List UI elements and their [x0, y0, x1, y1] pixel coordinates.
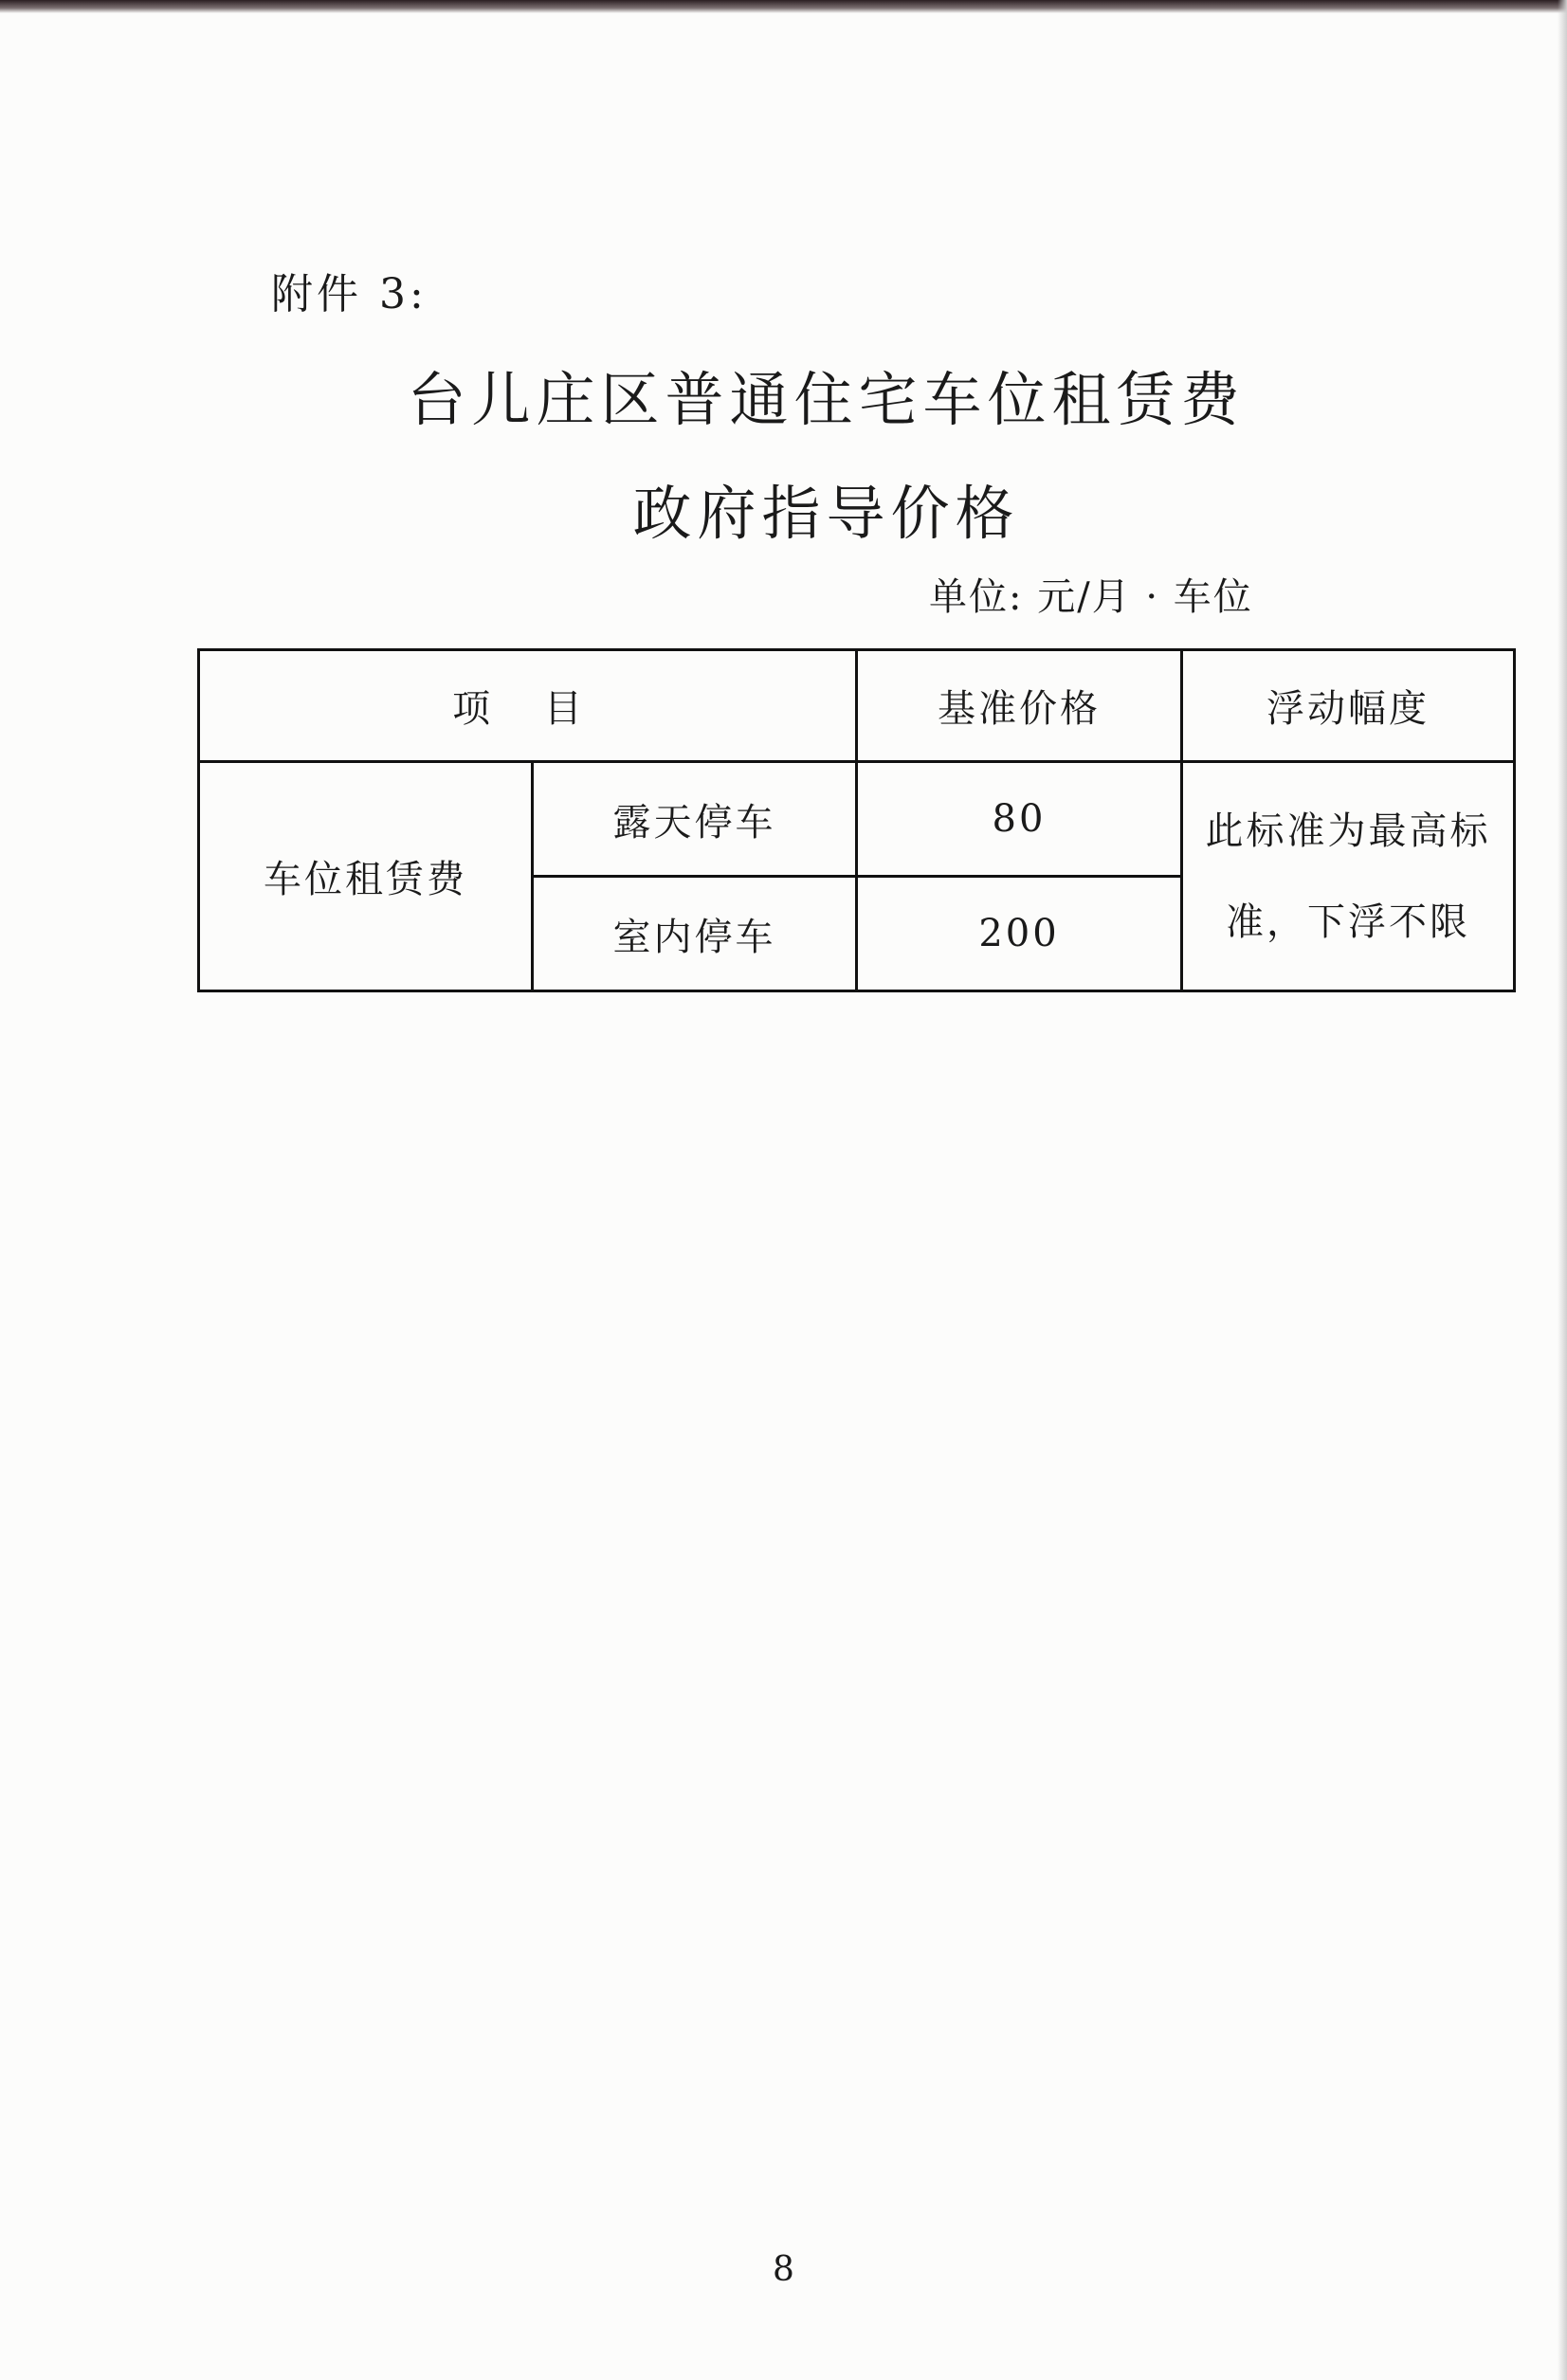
document-title-line-2: 政府指导价格	[632, 479, 1020, 548]
table-header-row	[199, 650, 1515, 762]
unit-note: 单位: 元/月 · 车位	[929, 575, 1253, 619]
page-number: 8	[773, 2250, 794, 2289]
price-table	[197, 648, 1516, 992]
category-cell: 车位租赁费	[199, 762, 533, 991]
scan-top-edge	[0, 0, 1567, 13]
float-note-line-1: 此标准为最高标	[1205, 808, 1491, 853]
header-item-label: 项 目	[452, 687, 603, 731]
header-item-cell	[199, 650, 857, 762]
parking-type-cell: 室内停车	[533, 877, 857, 991]
float-note-line-2: 准，下浮不限	[1226, 899, 1470, 944]
attachment-label: 附件 3:	[271, 270, 428, 318]
price-cell: 80	[857, 762, 1182, 877]
document-title-line-1: 台儿庄区普通住宅车位租赁费	[407, 365, 1246, 434]
price-cell: 200	[857, 877, 1182, 991]
float-note-cell	[1182, 762, 1515, 991]
table-row	[199, 762, 1515, 877]
parking-type-cell: 露天停车	[533, 762, 857, 877]
header-base-price-cell: 基准价格	[857, 650, 1182, 762]
header-float-range-cell: 浮动幅度	[1182, 650, 1515, 762]
